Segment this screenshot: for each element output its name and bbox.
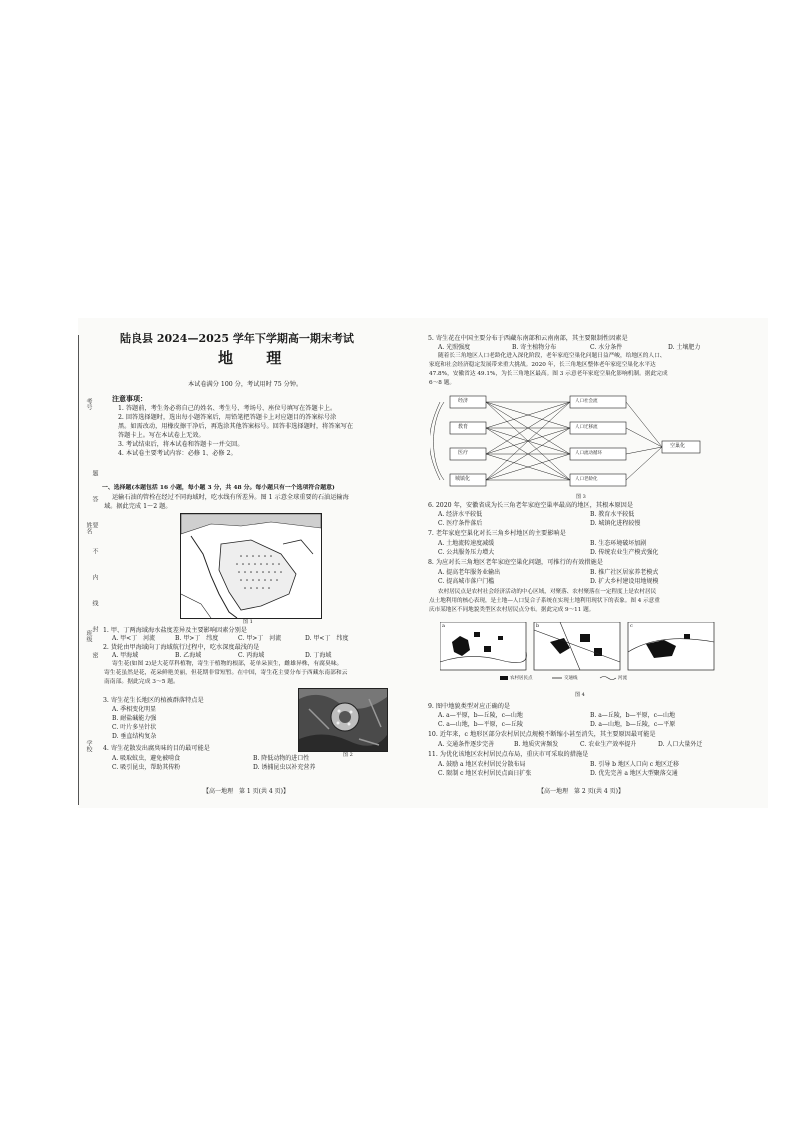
option: C. 吸引昆虫，帮助其传粉 (112, 764, 181, 771)
subject-title: 地 理 (218, 349, 296, 367)
question-stem: 8. 为应对长三角地区老年家庭空巢化问题，可推行的有效措施是 (428, 559, 603, 566)
passage-line: 家庭和社会经济稳定发展带来重大挑战。2020 年，长三角地区整体老年家庭空巢化水平达 (429, 362, 656, 368)
option: D. 优先完善 a 地区大型聚落交通 (590, 770, 678, 777)
option: A. 季相变化明显 (112, 706, 157, 713)
passage-line: 点土地利用的核心表现，是土地—人口复合子系统在实现土地利用现状下的表象。图 4 示意重 (429, 598, 660, 604)
passage-line: 47.8%，安徽省达 49.1%，为长三角地区最高。图 3 示意老年家庭空巢化影响机制。据此完成 (429, 371, 668, 377)
notice-heading: 注意事项： (112, 394, 147, 403)
question-stem: 6. 2020 年，安徽省成为长三角老年家庭空巢率最高的地区，其根本原因是 (428, 502, 634, 509)
figure-3-diagram (430, 392, 720, 494)
option: B. a—丘陵，b—平原，c—山地 (590, 712, 676, 719)
seal-char: 密 (91, 652, 98, 658)
option: A. 经济水平较低 (438, 511, 483, 518)
diagram-node: 人口老龄化 (575, 477, 598, 482)
passage-line: 域。据此完成 1～2 题。 (104, 503, 172, 510)
passage-line: 运输石油的管栓在经过不同海域时，吃水线有所差异。图 1 示意全球重要的石油运输海 (112, 494, 349, 501)
legend-label: 农村居民点 (510, 676, 533, 681)
settlement-maps (440, 622, 715, 684)
figure-4-caption: 图 4 (575, 692, 585, 698)
diagram-node: 城镇化 (455, 476, 471, 482)
option: D. 丁海域 (305, 652, 332, 659)
section-heading: 一、选择题(本题包括 16 小题，每小题 3 分，共 48 分。每小题只有一个选项符合题意) (102, 484, 335, 491)
exam-no-label: 考号 (85, 398, 92, 410)
question-stem: 3. 寄生花生长地区的植被群落特点是 (103, 697, 204, 704)
class-label: 班级 (85, 630, 92, 642)
figure-4-panels (440, 622, 715, 684)
option: A. 光照强度 (438, 344, 471, 351)
option: A. 提高老年服务业输出 (438, 569, 501, 576)
passage-line: 寄生花虽然是花，花朵鲜艳美丽，但花期非常短暂。在中国，寄生花主要分布于西藏东南部和云 (104, 670, 348, 676)
question-stem: 10. 近年来，c 地形区部分农村居民点规模不断缩小甚至消失，其主要原因最可能是 (428, 731, 656, 738)
question-stem: 4. 寄生花散发出腐臭味的目的最可能是 (103, 745, 210, 752)
option: D. 诱捕昆虫以补充营养 (253, 764, 316, 771)
notice-item: 3. 考试结束后，将本试卷和答题卡一并交回。 (118, 441, 244, 448)
passage-line: 南南部。据此完成 3～5 题。 (104, 679, 179, 685)
seal-char: 要 (91, 522, 98, 528)
option: D. 城镇化进程较慢 (590, 520, 641, 527)
panel-label: a (442, 623, 445, 629)
question-stem: 5. 寄生花在中国主要分布于西藏东南部和云南南部，其主要限制性因素是 (428, 335, 628, 342)
gutter-line (78, 335, 79, 805)
seal-char: 题 (91, 470, 98, 476)
option: A. 吸取蚊虫，避免被啃食 (112, 755, 181, 762)
option: D. 传统农业生产模式强化 (590, 549, 659, 556)
option: C. 农业生产效率提升 (580, 741, 637, 748)
notice-item: 1. 答题前，考生务必将自己的姓名、考生号、考场号、座位号填写在答题卡上。 (118, 405, 337, 412)
option: D. 扩大乡村建设用地规模 (590, 578, 659, 585)
option: A. 甲海域 (112, 652, 139, 659)
option: B. 地质灾害频发 (514, 741, 559, 748)
legend-label: 河流 (618, 676, 627, 681)
question-stem: 11. 为优化该地区农村居民点布局，重庆市可采取的措施是 (428, 751, 589, 758)
diagram-node: 人口迁移流 (575, 425, 598, 430)
map-graphic (181, 514, 321, 618)
option: C. 丙海域 (238, 652, 265, 659)
seal-char: 封 (91, 626, 98, 632)
school-label: 学校 (85, 740, 92, 752)
option: C. 甲>丁 河流 (238, 635, 282, 642)
option: C. 水分条件 (590, 344, 623, 351)
question-stem: 7. 老年家庭空巢化对长三角乡村地区的主要影响是 (428, 530, 566, 537)
option: B. 教育水平较低 (590, 511, 635, 518)
figure-2-caption: 图 2 (343, 752, 353, 758)
figure-3-caption: 图 3 (576, 494, 586, 500)
option: A. 交通条件逐步完善 (438, 741, 495, 748)
panel-label: b (536, 623, 540, 629)
option: D. 土壤肥力 (668, 344, 701, 351)
passage-line: 庆市某地区不同地貌类型区农村居民点分布。据此完成 9～11 题。 (429, 607, 595, 613)
figure-1-map (180, 513, 322, 619)
option: C. a—山地，b—平原，c—丘陵 (438, 721, 523, 728)
option: A. 甲<丁 河流 (112, 635, 156, 642)
option: B. 引导 b 地区人口向 c 地区迁移 (590, 761, 680, 768)
legend-label: 交通线 (564, 676, 578, 681)
option: C. 公共服务压力增大 (438, 549, 495, 556)
seal-char: 答 (91, 496, 98, 502)
option: B. 生态环境破坏加剧 (590, 540, 647, 547)
passage-line: 寄生花(如图 2)是大花草科植物，寄生于植物的根部，花单朵顶生，雌雄异株，有腐臭味。 (112, 661, 343, 667)
diagram-node: 经济 (458, 398, 469, 404)
diagram-node: 空巢化 (670, 443, 686, 449)
page-footer: 【高一地理 第 1 页(共 4 页)】 (203, 788, 289, 795)
notice-item: 答题卡上。写在本试卷上无效。 (118, 432, 205, 439)
option: B. 寄主植物分布 (512, 344, 557, 351)
option: D. 人口大量外迁 (658, 741, 703, 748)
question-stem: 9. 图中地貌类型对应正确的是 (428, 703, 511, 710)
panel-label: c (630, 623, 633, 629)
name-label: 姓名 (85, 522, 92, 534)
diagram-node: 人口流动循环 (575, 451, 602, 456)
option: B. 推广社区居家养老模式 (590, 569, 659, 576)
question-stem: 1. 甲、丁两海域海水盐度差异及主要影响因素分别是 (103, 627, 247, 634)
option: C. 提高城市落户门槛 (438, 578, 495, 585)
option: C. 医疗条件落后 (438, 520, 483, 527)
diagram-node: 医疗 (458, 450, 469, 456)
figure-1-caption: 图 1 (243, 619, 253, 625)
option: D. 垂直结构复杂 (112, 733, 157, 740)
option: D. 甲<丁 纬度 (305, 635, 349, 642)
option: C. 限制 c 地区农村居民点面日扩张 (438, 770, 532, 777)
passage-line: 随着长三角地区人口老龄化进入深化阶段，老年家庭空巢化问题日益严峻，给地区的人口、 (438, 353, 666, 359)
passage-line: 农村居民点是农村社会经济活动的中心区域，对聚落、农村聚落在一定程度上是农村居民 (438, 589, 657, 595)
exam-title: 陆良县 2024—2025 学年下学期高一期末考试 (120, 332, 354, 345)
figure-2-photo (298, 688, 388, 752)
seal-char: 线 (91, 600, 98, 606)
seal-char: 不 (91, 548, 98, 554)
option: B. 降低动物的进口性 (253, 755, 310, 762)
exam-info: 本试卷满分 100 分，考试用时 75 分钟。 (188, 381, 303, 388)
notice-item: 黑。如需改动，用橡皮擦干净后，再选涂其他答案标号。回答非选择题时，将答案写在 (118, 423, 354, 430)
notice-item: 2. 回答选择题时，选出每小题答案后，用铅笔把答题卡上对应题目的答案标号涂 (118, 414, 337, 421)
question-stem: 2. 货轮由甲海域向丁海域航行过程中，吃水深度最浅的是 (103, 644, 260, 651)
diagram-node: 人口社会流 (575, 399, 598, 404)
option: A. a—平原，b—丘陵，c—山地 (438, 712, 523, 719)
option: D. a—山地，b—丘陵，c—平原 (590, 721, 676, 728)
flower-photo (299, 689, 387, 751)
option: C. 叶片多呈针状 (112, 724, 157, 731)
passage-line: 6～8 题。 (429, 380, 456, 386)
diagram-node: 教育 (458, 424, 469, 430)
option: B. 乙海域 (175, 652, 202, 659)
page-footer: 【高一地理 第 2 页(共 4 页)】 (538, 788, 624, 795)
option: A. 土地流转速度减缓 (438, 540, 495, 547)
option: B. 耐盐碱能力强 (112, 715, 157, 722)
notice-item: 4. 本试卷主要考试内容：必修 1、必修 2。 (118, 450, 237, 457)
option: B. 甲>丁 纬度 (175, 635, 219, 642)
seal-char: 内 (91, 574, 98, 580)
option: A. 鼓励 a 地区农村居民分散布局 (438, 761, 526, 768)
